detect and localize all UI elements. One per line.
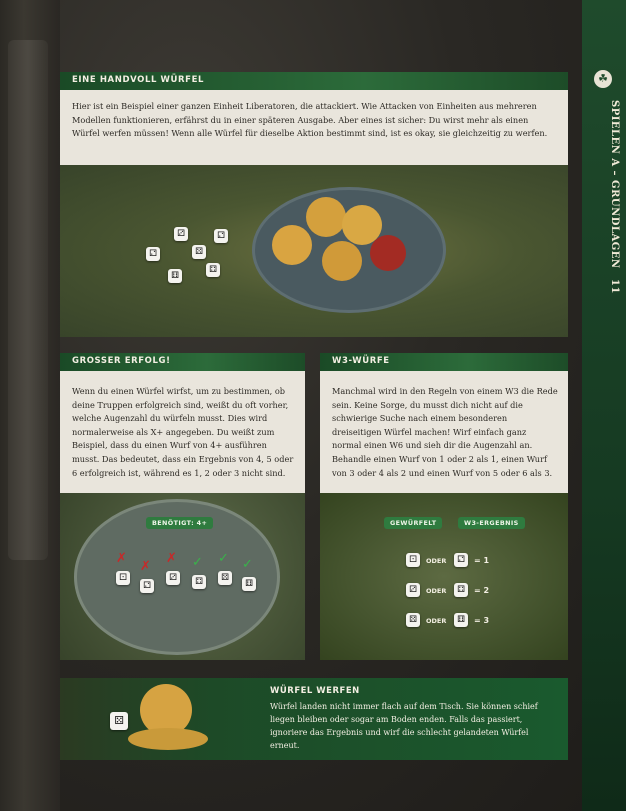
die: ⚃ [454, 583, 468, 597]
section-heading: W3-WÜRFE [332, 356, 390, 366]
or-label: ODER [426, 617, 447, 625]
die: ⚁ [454, 553, 468, 567]
die: ⚄ [110, 712, 128, 730]
die: ⚄ [192, 245, 206, 259]
emblem-icon: ☘ [594, 70, 612, 88]
die: ⚃ [192, 575, 206, 589]
red-miniature [370, 235, 406, 271]
d3-table-scene [320, 493, 568, 660]
d3-result-badge: W3-ERGEBNIS [458, 517, 525, 529]
result-label: = 3 [474, 616, 490, 625]
die: ⚅ [242, 577, 256, 591]
die: ⚄ [406, 613, 420, 627]
section-header [320, 353, 568, 371]
requirement-badge: BENÖTIGT: 4+ [146, 517, 213, 529]
cross-icon: ✗ [166, 551, 177, 566]
side-title-text: SPIELEN A – GRUNDLAGEN [609, 100, 620, 269]
or-label: ODER [426, 557, 447, 565]
page-number: 11 [609, 278, 620, 294]
cross-icon: ✗ [140, 559, 151, 574]
section-header [60, 72, 568, 90]
die: ⚂ [406, 583, 420, 597]
gold-miniature [272, 225, 312, 265]
gold-miniature [306, 197, 346, 237]
die: ⚀ [406, 553, 420, 567]
section-rolling-dice [60, 678, 568, 760]
result-label: = 2 [474, 586, 490, 595]
gold-miniature [322, 241, 362, 281]
die: ⚅ [454, 613, 468, 627]
die: ⚃ [206, 263, 220, 277]
section-body: Würfel landen nicht immer flach auf dem Tisch. Sie können schief liegen bleiben oder sogar am Boden enden. Falls das passiert, ignoriere das Ergebnis und wirf die schlecht gelandeten Würfel erneut. [270, 702, 538, 750]
or-label: ODER [426, 587, 447, 595]
result-label: = 1 [474, 556, 490, 565]
section-body: Wenn du einen Würfel wirfst, um zu bestimmen, ob deine Truppen erfolgreich sind, weißt du oft vorher, welche Augenzahl du würfeln musst. Dies wird normalerweise als X+ angegeben. Du weißt zum Beispiel, dass du einen Wurf von 4+ ausführen musst. Das bedeutet, dass ein Ergebnis von 4, 5 oder 6 erfolgreich ist, während es 1, 2 oder 3 nicht sind. [72, 386, 294, 478]
stone-pillar [8, 40, 48, 560]
section-heading: GROSSER ERFOLG! [72, 356, 171, 366]
die: ⚀ [116, 571, 130, 585]
section-heading: EINE HANDVOLL WÜRFEL [72, 75, 205, 85]
left-stone-border [0, 0, 60, 811]
section-body: Manchmal wird in den Regeln von einem W3 die Rede sein. Keine Sorge, du musst dich nicht auf die schwierige Suche nach einem besonderen dreiseitigen Würfel machen! Wirf einfach ganz normal einen W6 und sieh dir die Augenzahl an. Behandle einen Wurf von 1 oder 2 als 1, einen Wurf von 3 oder 4 als 2 und einen Wurf von 5 oder 6 als 3. [332, 386, 558, 478]
die: ⚁ [140, 579, 154, 593]
side-strip [582, 0, 626, 811]
check-icon: ✓ [192, 555, 203, 570]
check-icon: ✓ [242, 557, 253, 572]
die: ⚂ [166, 571, 180, 585]
section-great-success [60, 353, 305, 493]
die: ⚄ [218, 571, 232, 585]
success-dice-scene [60, 493, 305, 660]
die: ⚁ [146, 247, 160, 261]
side-title [609, 100, 620, 293]
rolled-badge: GEWÜRFELT [384, 517, 442, 529]
die: ⚁ [214, 229, 228, 243]
liberators-scene [60, 165, 568, 337]
cross-icon: ✗ [116, 551, 127, 566]
die: ⚅ [168, 269, 182, 283]
die: ⚂ [174, 227, 188, 241]
section-heading: WÜRFEL WERFEN [270, 686, 360, 696]
section-handful-of-dice [60, 72, 568, 165]
section-body: Hier ist ein Beispiel einer ganzen Einheit Liberatoren, die attackiert. Wie Attacken von Einheiten aus mehreren Modellen funktionieren, erfährst du in einer späteren Ausgabe. Aber eines ist sicher: Du wirst mehr als einen Würfel werfen müssen! Wenn alle Würfel für dieselbe Aktion bestimmt sind, ist es okay, sie gleichzeitig zu werfen. [72, 101, 548, 139]
section-header [60, 353, 305, 371]
section-d3-rolls [320, 353, 568, 493]
miniature-base [128, 728, 208, 750]
check-icon: ✓ [218, 551, 229, 566]
